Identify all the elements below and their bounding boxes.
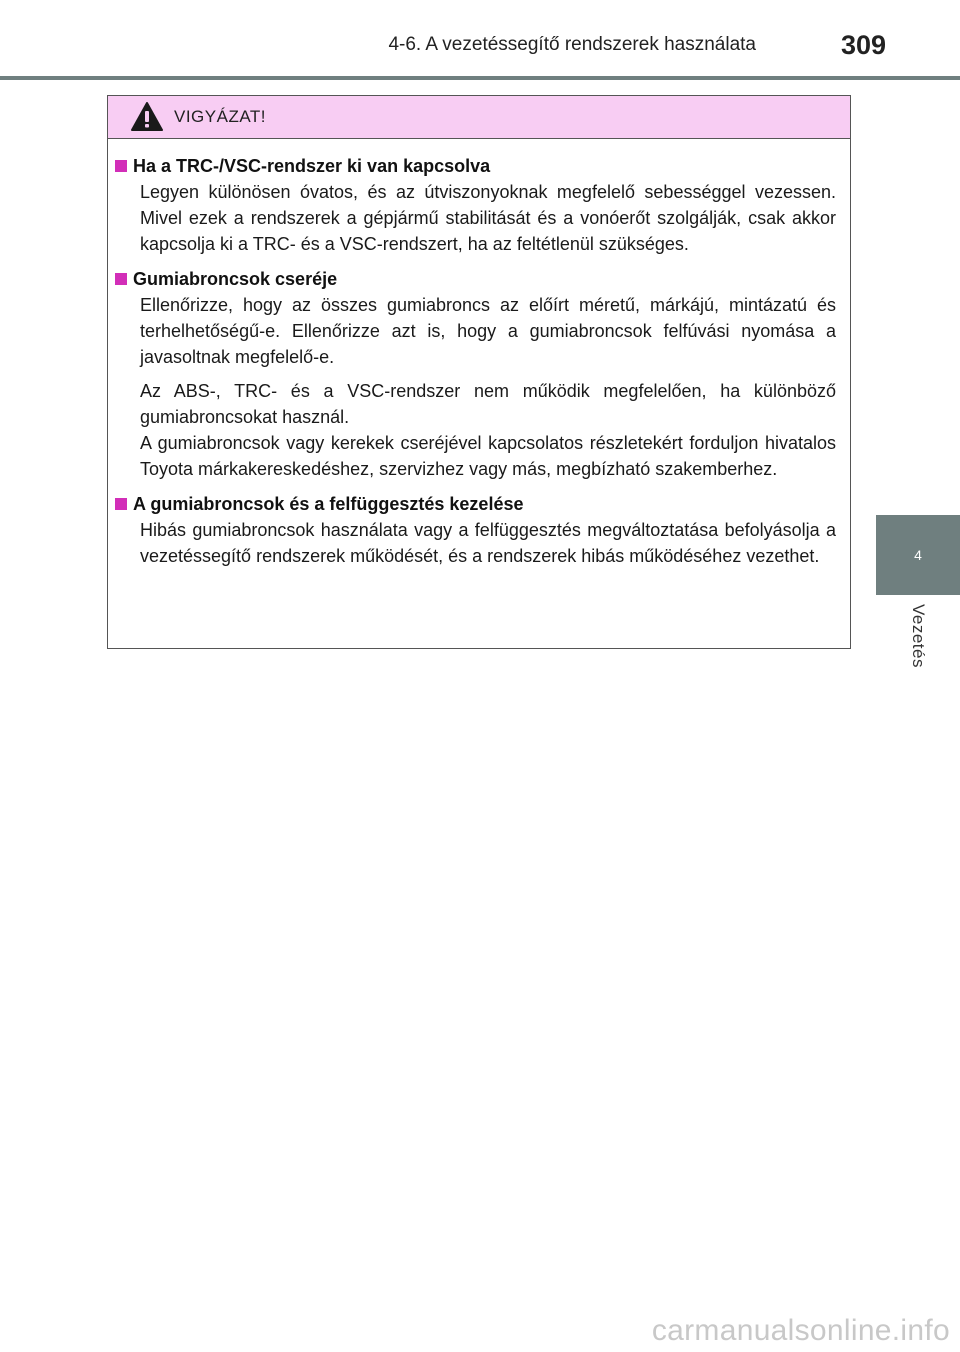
section-tire-replacement: [115, 266, 836, 482]
warning-triangle-icon: [130, 101, 164, 133]
watermark: carmanualsonline.info: [651, 1314, 950, 1347]
paragraph: Hibás gumiabroncsok használata vagy a felfüggesztés megváltoztatása befolyásolja a vezetéssegítő rendszerek működését, és a rendszerek hibás működéséhez vezethet.: [140, 520, 836, 566]
paragraph: Ellenőrizze, hogy az összes gumiabroncs az előírt méretű, márkájú, mintázatú és terhelhetőségű-e. Ellenőrizze azt is, hogy a gumiabroncsok felfúvási nyomása a javasoltnak megfelelő-e.: [140, 295, 836, 367]
square-bullet-icon: [115, 160, 127, 172]
section-heading: Ha a TRC-/VSC-rendszer ki van kapcsolva: [133, 156, 491, 176]
chapter-label-container: [903, 604, 933, 684]
paragraph: A gumiabroncsok vagy kerekek cseréjével kapcsolatos részletekért forduljon hivatalos Toyota márkakereskedéshez, szervizhez vagy más, megbízható szakemberhez.: [140, 433, 836, 479]
square-bullet-icon: [115, 273, 127, 285]
chapter-label: Vezetés: [909, 604, 928, 668]
warning-body: [108, 139, 850, 569]
section-trc-vsc-off: [115, 153, 836, 257]
section-title: 4-6. A vezetéssegítő rendszerek használata: [388, 34, 756, 55]
paragraph: Az ABS-, TRC- és a VSC-rendszer nem működik megfelelően, ha különböző gumiabroncsokat használ.: [140, 381, 836, 427]
header-divider: [0, 76, 960, 80]
page-number: 309: [840, 30, 886, 60]
warning-box: [107, 95, 851, 649]
section-heading: A gumiabroncsok és a felfüggesztés kezelése: [133, 494, 524, 514]
page-header: [0, 0, 960, 80]
chapter-number: 4: [914, 547, 922, 563]
section-heading: Gumiabroncsok cseréje: [133, 269, 338, 289]
section-tire-suspension-handling: [115, 491, 836, 569]
chapter-tab: [876, 515, 960, 595]
paragraph: Legyen különösen óvatos, és az útviszonyoknak megfelelő sebességgel vezessen. Mivel ezek a rendszerek a gépjármű stabilitását és a vonóerőt szolgálják, csak akkor kapcsolja ki a TRC- és a VSC-rendszert, ha az feltétlenül szükséges.: [140, 182, 836, 254]
warning-header: [108, 96, 850, 139]
warning-title: VIGYÁZAT!: [174, 107, 267, 126]
square-bullet-icon: [115, 498, 127, 510]
